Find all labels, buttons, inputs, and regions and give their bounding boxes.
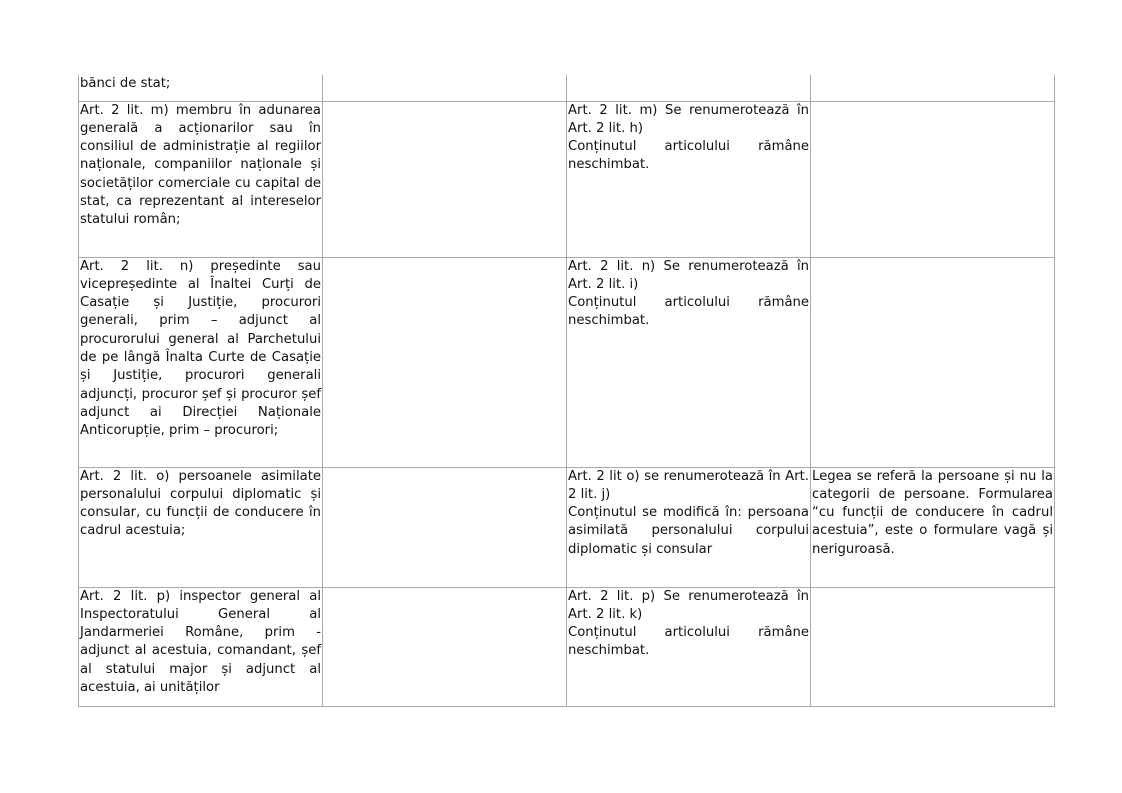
proposal-content-text: Conținutul articolului rămâne neschimbat. bbox=[568, 625, 809, 659]
proposal-renumber-text: Art. 2 lit. p) Se renumerotează în Art. 2 lit. k) bbox=[568, 588, 809, 622]
table-cell-empty bbox=[323, 75, 567, 101]
table-cell-current-text: Art. 2 lit. p) inspector general al Inspectoratului General al Jandarmeriei Române, prim - adjunct al acestuia, comandant, șef al statului major și adjunct al acestuia, ai unităților bbox=[79, 587, 323, 706]
table-cell-current-text: Art. 2 lit. m) membru în adunarea generală a acționarilor sau în consiliul de administrație al regiilor naționale, companiilor naționale și societăților comerciale cu capital de stat, ca reprezentant al intereselor statului român; bbox=[79, 101, 323, 257]
table-cell-current-text: bănci de stat; bbox=[79, 75, 323, 101]
table-cell-proposal bbox=[567, 75, 811, 101]
amendments-table bbox=[78, 75, 1055, 707]
table-cell-motivation bbox=[811, 75, 1055, 101]
proposal-content-text: Conținutul articolului rămâne neschimbat. bbox=[568, 295, 809, 329]
table-cell-proposal bbox=[567, 467, 811, 587]
table-cell-current-text: Art. 2 lit. o) persoanele asimilate personalului corpului diplomatic și consular, cu funcții de conducere în cadrul acestuia; bbox=[79, 467, 323, 587]
table-cell-proposal bbox=[567, 587, 811, 706]
table-row bbox=[79, 101, 1055, 257]
table-cell-motivation bbox=[811, 257, 1055, 467]
proposal-content-text: Conținutul articolului rămâne neschimbat. bbox=[568, 139, 809, 173]
table-cell-empty bbox=[323, 587, 567, 706]
table-cell-proposal bbox=[567, 101, 811, 257]
proposal-content-text: Conținutul se modifică în: persoana asimilată personalului corpului diplomatic și consular bbox=[568, 505, 809, 557]
table-cell-motivation bbox=[811, 101, 1055, 257]
table-cell-current-text: Art. 2 lit. n) președinte sau vicepreședinte al Înaltei Curți de Casație și Justiție, procurori generali, prim – adjunct al procurorului general al Parchetului de pe lângă Înalta Curte de Casație și Justiție, procurori generali adjuncți, procuror șef și procuror șef adjunct ai Direcției Naționale Anticorupție, prim – procurori; bbox=[79, 257, 323, 467]
table-cell-motivation: Legea se referă la persoane și nu la categorii de persoane. Formularea “cu funcții de conducere în cadrul acestuia”, este o formulare vagă și neriguroasă. bbox=[811, 467, 1055, 587]
proposal-renumber-text: Art. 2 lit. m) Se renumerotează în Art. 2 lit. h) bbox=[568, 102, 809, 136]
table-row bbox=[79, 257, 1055, 467]
table-cell-empty bbox=[323, 101, 567, 257]
table-row bbox=[79, 467, 1055, 587]
proposal-renumber-text: Art. 2 lit o) se renumerotează în Art. 2 lit. j) bbox=[568, 468, 809, 502]
proposal-renumber-text: Art. 2 lit. n) Se renumerotează în Art. 2 lit. i) bbox=[568, 258, 809, 292]
table-row bbox=[79, 587, 1055, 706]
table-row bbox=[79, 75, 1055, 101]
table-cell-motivation bbox=[811, 587, 1055, 706]
table-cell-proposal bbox=[567, 257, 811, 467]
document-page bbox=[78, 75, 1053, 707]
table-cell-empty bbox=[323, 467, 567, 587]
table-cell-empty bbox=[323, 257, 567, 467]
